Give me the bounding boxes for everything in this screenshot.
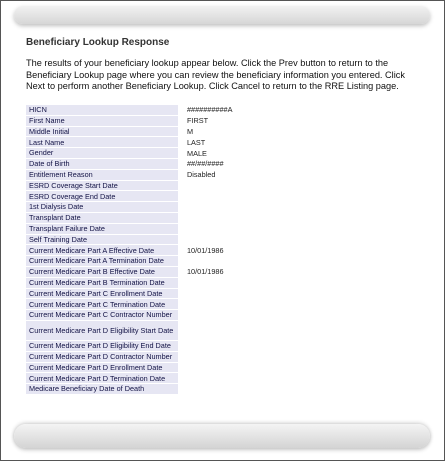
field-label: Transplant Failure Date: [26, 224, 178, 234]
table-row: [26, 224, 320, 234]
table-row: [26, 245, 320, 255]
table-row: [26, 341, 320, 351]
field-label: Date of Birth: [26, 159, 178, 169]
field-value: LAST: [187, 137, 206, 147]
field-value: [178, 278, 320, 288]
table-row: [26, 127, 320, 137]
table-row: [26, 137, 320, 147]
field-label: Gender: [26, 148, 178, 158]
field-label: First Name: [26, 116, 178, 126]
beneficiary-table: [26, 104, 320, 395]
field-value: [178, 352, 320, 362]
field-value: [178, 224, 320, 234]
table-row: [26, 202, 320, 212]
field-label: Current Medicare Part D Eligibility End Date: [26, 341, 178, 351]
table-row: [26, 384, 320, 394]
field-label: Middle Initial: [26, 127, 178, 137]
table-row: [26, 148, 320, 158]
table-row: [26, 105, 320, 115]
top-decorative-bar: [14, 6, 430, 24]
field-label: Medicare Beneficiary Date of Death: [26, 384, 178, 394]
field-label: Current Medicare Part D Eligibility Start Date: [26, 321, 178, 340]
field-value: [178, 341, 320, 351]
field-value: Disabled: [187, 170, 216, 180]
table-row: [26, 213, 320, 223]
field-label: Current Medicare Part B Effective Date: [26, 267, 178, 277]
field-label: Last Name: [26, 137, 178, 147]
table-row: [26, 352, 320, 362]
field-label: Current Medicare Part B Termination Date: [26, 278, 178, 288]
field-value: [178, 321, 320, 340]
field-value: [178, 181, 320, 191]
table-row: [26, 278, 320, 288]
field-label: Entitlement Reason: [26, 170, 178, 180]
field-label: Current Medicare Part A Termination Date: [26, 256, 178, 266]
bottom-decorative-bar: [14, 424, 430, 448]
field-value: [178, 310, 320, 320]
field-label: ESRD Coverage Start Date: [26, 181, 178, 191]
field-label: Self Training Date: [26, 235, 178, 245]
table-row: [26, 159, 320, 169]
field-value: [178, 213, 320, 223]
table-row: [26, 267, 320, 277]
table-row: [26, 116, 320, 126]
table-row: [26, 363, 320, 373]
field-label: Transplant Date: [26, 213, 178, 223]
field-label: Current Medicare Part D Termination Date: [26, 373, 178, 383]
field-value: ##/##/####: [187, 159, 224, 169]
field-value: [178, 384, 320, 394]
field-value: [178, 363, 320, 373]
field-value: [178, 191, 320, 201]
field-value: FIRST: [187, 116, 209, 126]
page-title: Beneficiary Lookup Response: [26, 37, 170, 48]
field-value: 10/01/1986: [187, 267, 224, 277]
field-value: [178, 373, 320, 383]
table-row: [26, 170, 320, 180]
field-value: ##########A: [187, 105, 233, 115]
field-label: 1st Dialysis Date: [26, 202, 178, 212]
field-label: Current Medicare Part C Termination Date: [26, 299, 178, 309]
table-row: [26, 321, 320, 340]
table-row: [26, 181, 320, 191]
table-row: [26, 289, 320, 299]
field-value: [178, 235, 320, 245]
field-label: Current Medicare Part A Effective Date: [26, 245, 178, 255]
field-value: 10/01/1986: [187, 245, 224, 255]
intro-text: The results of your beneficiary lookup appear below. Click the Prev button to return to the Beneficiary Lookup page where you can review the beneficiary information you entered. Click Next to perform another Beneficiary Lookup. Click Cancel to return to the RRE Listing page.: [26, 58, 405, 92]
field-label: Current Medicare Part C Enrollment Date: [26, 289, 178, 299]
field-value: [178, 256, 320, 266]
field-value: M: [187, 126, 194, 136]
table-row: [26, 310, 320, 320]
field-label: HICN: [26, 105, 178, 115]
table-row: [26, 191, 320, 201]
field-label: ESRD Coverage End Date: [26, 191, 178, 201]
field-value: [178, 289, 320, 299]
field-value: [178, 299, 320, 309]
field-value: MALE: [187, 148, 207, 158]
field-value: [178, 202, 320, 212]
table-row: [26, 299, 320, 309]
field-label: Current Medicare Part D Contractor Number: [26, 352, 178, 362]
table-row: [26, 373, 320, 383]
table-row: [26, 256, 320, 266]
field-label: Current Medicare Part D Enrollment Date: [26, 363, 178, 373]
field-label: Current Medicare Part C Contractor Number: [26, 310, 178, 320]
table-row: [26, 235, 320, 245]
